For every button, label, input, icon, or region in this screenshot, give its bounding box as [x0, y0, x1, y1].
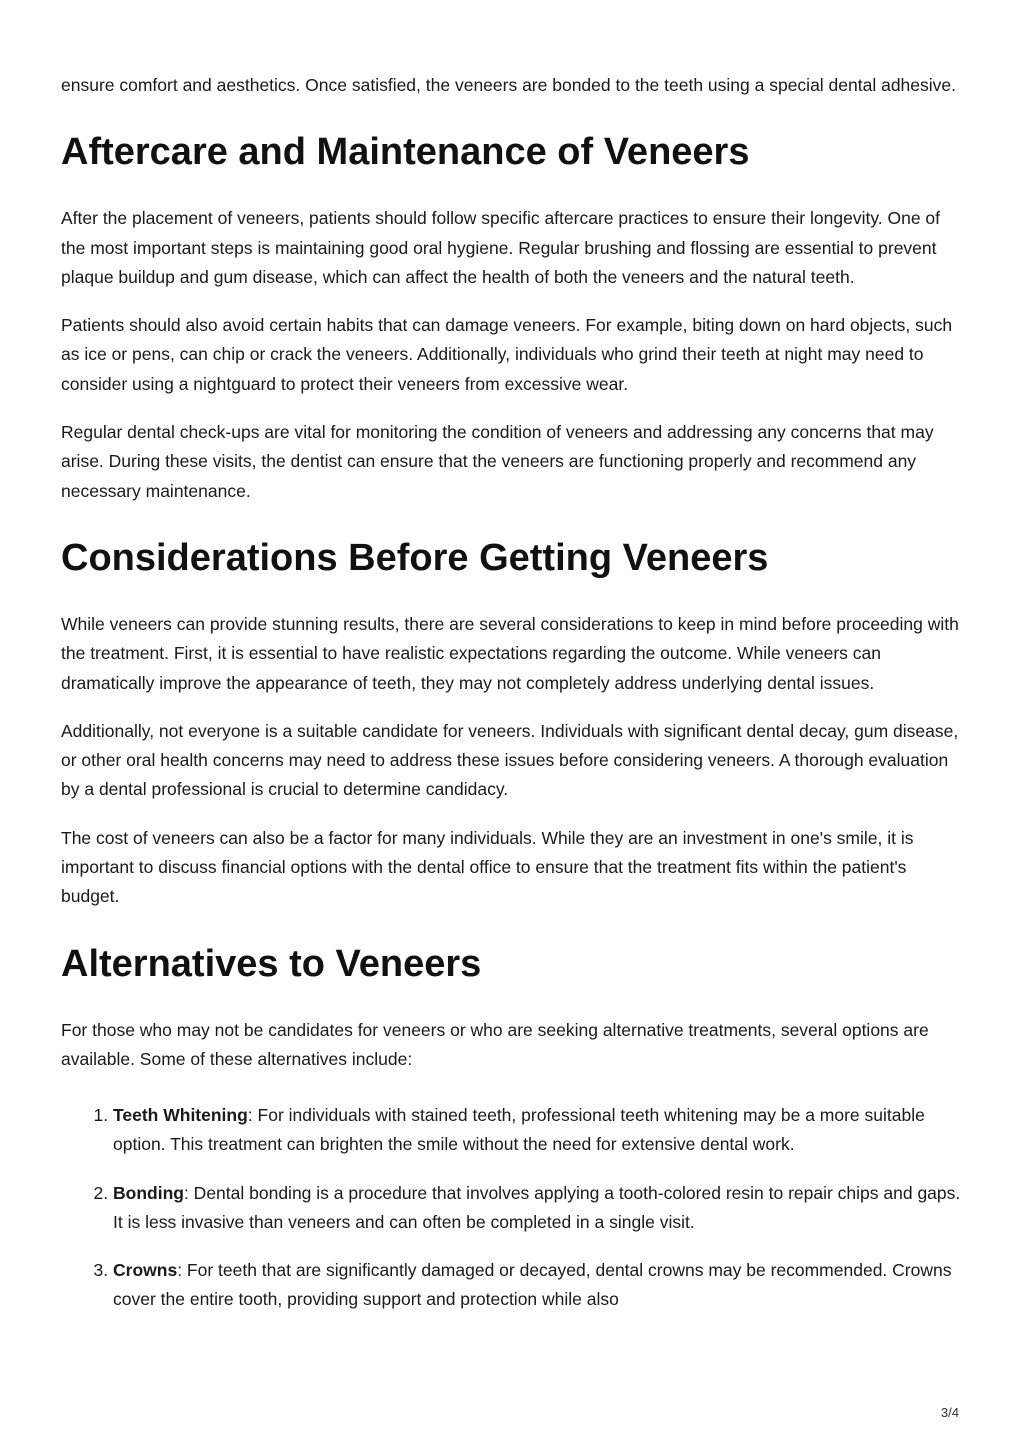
aftercare-heading: Aftercare and Maintenance of Veneers: [61, 131, 750, 174]
alternatives-list: [61, 1101, 966, 1314]
considerations-paragraph-2: Additionally, not everyone is a suitable candidate for veneers. Individuals with significant dental decay, gum disease, or other oral health concerns may need to address these issues before considering veneers. A thorough evaluation by a dental professional is crucial to determine candidacy.: [61, 720, 959, 800]
list-item: [113, 1256, 966, 1314]
page-number: 3/4: [940, 1405, 959, 1420]
list-item-term: Teeth Whitening: [113, 1105, 248, 1126]
alternatives-heading: Alternatives to Veneers: [61, 942, 482, 985]
aftercare-paragraph-3: Regular dental check-ups are vital for monitoring the condition of veneers and addressing any concerns that may arise. During these visits, the dentist can ensure that the veneers are functioning properly and recommend any necessary maintenance.: [61, 422, 934, 501]
intro-continued-paragraph: ensure comfort and aesthetics. Once satisfied, the veneers are bonded to the teeth using a special dental adhesive.: [61, 75, 957, 95]
list-item-text: : Dental bonding is a procedure that involves applying a tooth-colored resin to repair chips and gaps. It is less invasive than veneers and can often be completed in a single visit.: [113, 1182, 961, 1232]
list-item: [113, 1179, 966, 1237]
list-item-text: : For individuals with stained teeth, professional teeth whitening may be a more suitable option. This treatment can brighten the smile without the need for extensive dental work.: [113, 1105, 925, 1155]
alternatives-intro-paragraph: For those who may not be candidates for veneers or who are seeking alternative treatments, several options are available. Some of these alternatives include:: [61, 1019, 929, 1069]
aftercare-paragraph-1: After the placement of veneers, patients should follow specific aftercare practices to ensure their longevity. One of the most important steps is maintaining good oral hygiene. Regular brushing and flossing are essential to prevent plaque buildup and gum disease, which can affect the health of both the veneers and the natural teeth.: [61, 208, 941, 287]
considerations-paragraph-1: While veneers can provide stunning results, there are several considerations to keep in mind before proceeding with the treatment. First, it is essential to have realistic expectations regarding the outcome. While veneers can dramatically improve the appearance of teeth, they may not completely address underlying dental issues.: [61, 613, 959, 693]
list-item-term: Crowns: [113, 1260, 178, 1281]
aftercare-paragraph-2: Patients should also avoid certain habits that can damage veneers. For example, biting down on hard objects, such as ice or pens, can chip or crack the veneers. Additionally, individuals who grind their teeth at night may need to consider using a nightguard to protect their veneers from excessive wear.: [61, 315, 953, 394]
list-item: [113, 1101, 966, 1159]
list-item-term: Bonding: [113, 1182, 184, 1203]
list-item-text: : For teeth that are significantly damaged or decayed, dental crowns may be recommended. Crowns cover the entire tooth, providing support and protection while also: [113, 1260, 952, 1310]
considerations-paragraph-3: The cost of veneers can also be a factor for many individuals. While they are an investment in one's smile, it is important to discuss financial options with the dental office to ensure that the treatment fits within the patient's budget.: [61, 827, 914, 907]
document-page: [61, 71, 966, 1334]
considerations-heading: Considerations Before Getting Veneers: [61, 536, 769, 579]
